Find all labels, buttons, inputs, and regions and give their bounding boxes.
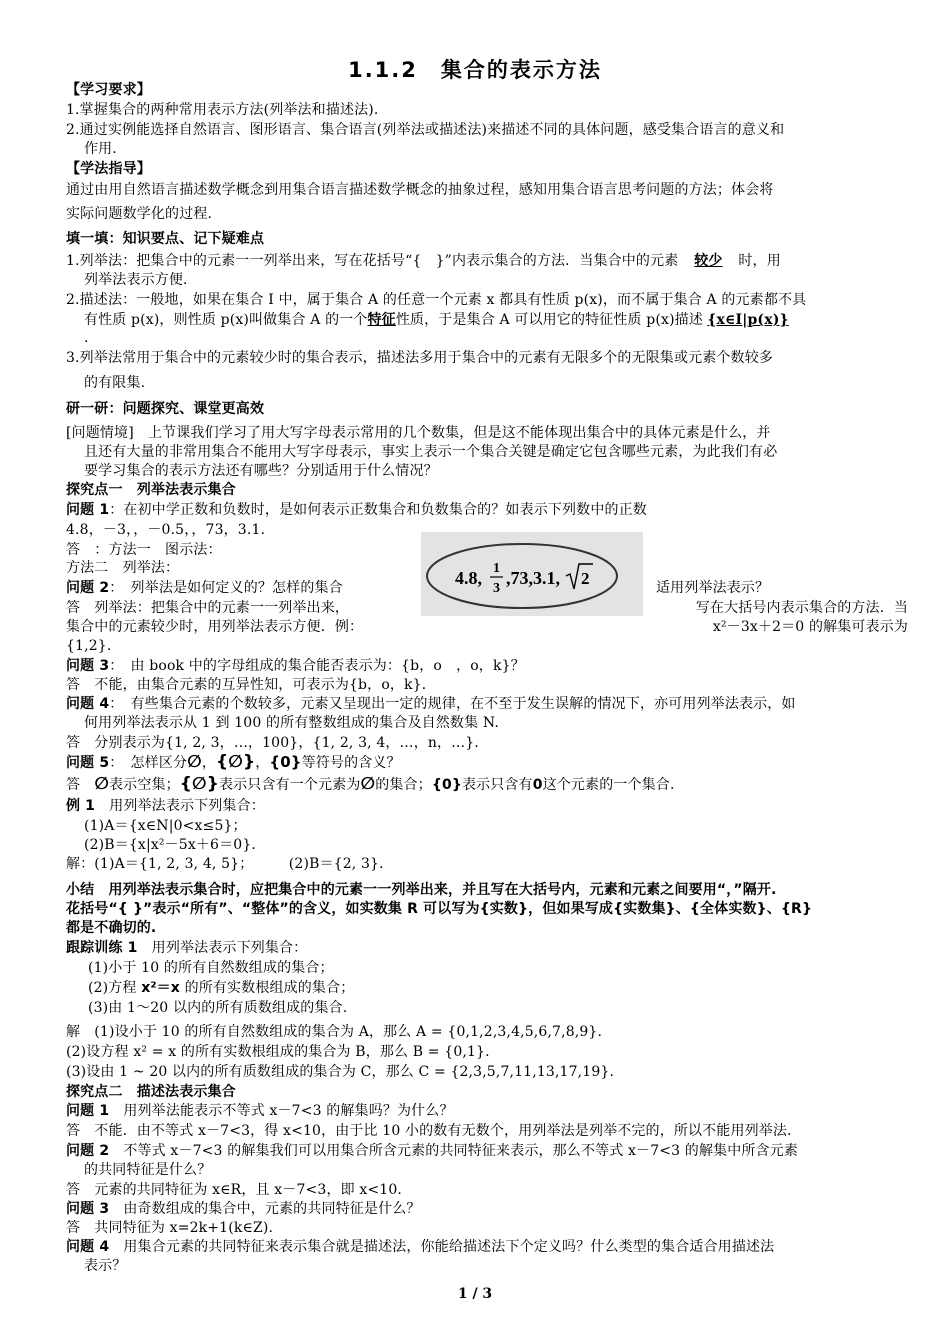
empty-set-symbol: ∅ [187,752,202,772]
training-1-solution: (3)设由 1 ~ 20 以内的所有质数组成的集合为 C，那么 C = {2,3,5,7,11,13,17,19}. [66,1064,615,1080]
example-1-item: (1)A＝{x∈N|0<x≤5}； [84,818,247,834]
number-list: 4.8，－3，，－0.5，，73，3.1. [66,522,266,538]
set-of-zero: {0} [269,753,302,771]
answer-2: 答 列举法：把集合中的元素一一列举出来， [66,600,349,616]
fill-item-1: 1.列举法：把集合中的元素一一列举出来，写在花括号“{ }”内表示集合的方法．当集合中的元素 较少 时，用 [66,253,781,269]
question: 问题 1 用列举法能表示不等式 x－7<3 的解集吗？为什么？ [66,1103,454,1119]
fig-sqrt-n: 2 [581,569,590,588]
set-of-empty-set: {∅} [216,752,256,772]
requirement-item-cont: 作用. [84,141,117,157]
set-of-empty-set: {∅} [179,774,219,794]
requirement-item: 1.掌握集合的两种常用表示方法(列举法和描述法). [66,102,379,118]
question: 问题 3 由奇数组成的集合中，元素的共同特征是什么？ [66,1201,421,1217]
section-heading-requirements: 【学习要求】 [66,82,151,98]
number-set-figure [421,532,643,616]
example-1-solution: 解：(1)A＝{1, 2, 3, 4, 5}； (2)B＝{2, 3}． [66,856,394,872]
fill-item-1-cont: 列举法表示方便． [84,272,198,288]
answer-blank: 较少 [694,253,723,269]
answer-text: 答 不能．由不等式 x－7<3，得 x<10，由于比 10 小的数有无数个，用列举法是列举不完的，所以不能用列举法. [66,1123,792,1139]
problem-situation: [问题情境] 上节课我们学习了用大写字母表示常用的几个数集，但是这不能体现出集合中的具体元素是什么，并 [66,425,771,441]
fig-frac-num: 1 [493,561,500,576]
fill-item-3-cont: 的有限集. [84,375,146,391]
answer-5: 答 ∅表示空集；{∅}表示只含有一个元素为∅的集合；{0}表示只含有0这个元素的一个集合. [66,774,675,794]
question-cont: 的共同特征是什么？ [84,1162,212,1178]
question-1: 问题 1：在初中学正数和负数时，是如何表示正数集合和负数集合的？如表示下列数中的正数 [66,502,647,518]
answer-blank: 特征 [367,312,396,328]
example-1-item: (2)B＝{x|x²－5x＋6＝0}． [84,837,266,853]
set-of-zero: {0} [431,777,462,793]
training-1-solution: (2)设方程 x² = x 的所有实数根组成的集合为 B，那么 B = {0,1}. [66,1044,490,1060]
requirement-item: 2.通过实例能选择自然语言、图形语言、集合语言(列举法或描述法)来描述不同的具体问题，感受集合语言的意义和 [66,122,785,138]
fill-item-2-cont: 有性质 p(x)，则性质 p(x)叫做集合 A 的一个特征性质，于是集合 A 可以用它的特征性质 p(x)描述 {x∈I|p(x)} [84,310,908,330]
explore-point-heading: 探究点一 列举法表示集合 [66,482,236,498]
question-cont: 表示？ [84,1258,127,1274]
question: 问题 4 用集合元素的共同特征来表示集合就是描述法，你能给描述法下个定义吗？什么类型的集合适合用描述法 [66,1239,775,1255]
answer-2-right: 写在大括号内表示集合的方法．当 [695,600,908,616]
training-1-item: (1)小于 10 的所有自然数组成的集合； [88,960,334,976]
empty-set-symbol: ∅ [360,774,376,794]
ellipse-diagram [421,532,643,616]
fig-frac-den: 3 [493,581,500,596]
training-1-solution: 解 (1)设小于 10 的所有自然数组成的集合为 A，那么 A = {0,1,2,3,4,5,6,7,8,9}. [66,1024,603,1040]
section-heading-study: 研一研：问题探究、课堂更高效 [66,401,265,417]
question-2: 问题 2： 列举法是如何定义的？怎样的集合 [66,580,343,596]
problem-situation: 且还有大量的非常用集合不能用大写字母表示，事实上表示一个集合关键是确定它包含哪些元素，为此我们有必 [84,444,778,460]
summary-text: 花括号“{ }”表示“所有”、“整体”的含义，如实数集 R 可以写为{实数}，但如果写成{实数集}、{全体实数}、{R} [66,901,813,917]
fill-item-2-end: . [84,330,89,346]
explore-point-heading: 探究点二 描述法表示集合 [66,1084,236,1100]
fill-item-2: 2.描述法：一般地，如果在集合 I 中，属于集合 A 的任意一个元素 x 都具有性质 p(x)，而不属于集合 A 的元素都不具 [66,292,807,308]
answer-2-right: x²－3x＋2＝0 的解集可表示为 [712,619,908,635]
answer-text: 方法二 列举法： [66,560,180,576]
answer-2-end: {1,2}. [66,638,112,654]
answer-2: 集合中的元素较少时，用列举法表示方便．例： [66,619,364,635]
question-5: 问题 5： 怎样区分∅，{∅}，{0}等符号的含义？ [66,752,401,772]
section-heading-guide: 【学法指导】 [66,161,151,177]
training-1: 跟踪训练 1 用列举法表示下列集合： [66,940,308,956]
question: 问题 2 不等式 x－7<3 的解集我们可以用集合所含元素的共同特征来表示，那么不等式 x－7<3 的解集中所含元素 [66,1143,798,1159]
question-3: 问题 3： 由 book 中的字母组成的集合能否表示为：{b，o ，o，k}？ [66,658,525,674]
page-title: 1.1.2 集合的表示方法 [348,58,602,82]
answer-4: 答 分别表示为{1, 2, 3，…，100}，{1, 2, 3, 4，…，n，…}． [66,735,489,751]
training-1-item: (3)由 1～20 以内的所有质数组成的集合. [88,1000,348,1016]
summary-text: 小结 用列举法表示集合时，应把集合中的元素一一列举出来，并且写在大括号内，元素和元素之间要用“，”隔开. [66,882,777,898]
fig-n2: ,73,3.1, [506,568,560,588]
answer-blank: {x∈I|p(x)} [707,312,789,328]
page-number: 1 / 3 [457,1286,493,1302]
answer-3: 答 不能，由集合元素的互异性知，可表示为{b，o，k}． [66,677,436,693]
question-4-cont: 何用列举法表示从 1 到 100 的所有整数组成的集合及自然数集 N. [84,715,499,731]
guide-text: 实际问题数学化的过程. [66,206,213,222]
question-2-right: 适用列举法表示？ [656,580,770,596]
question-4: 问题 4： 有些集合元素的个数较多，元素又呈现出一定的规律，在不至于发生误解的情况下，亦可用列举法表示，如 [66,696,796,712]
fill-item-3: 3.列举法常用于集合中的元素较少时的集合表示，描述法多用于集合中的元素有无限多个的无限集或元素个数较多 [66,350,774,366]
answer-text: 答 ：方法一 图示法： [66,542,222,558]
fig-n1: 4.8, [455,568,482,588]
summary-text: 都是不确切的. [66,920,157,936]
answer-text: 答 共同特征为 x=2k+1(k∈Z). [66,1220,274,1236]
training-1-item: (2)方程 x²＝x 的所有实数根组成的集合； [88,980,355,996]
guide-text: 通过由用自然语言描述数学概念到用集合语言描述数学概念的抽象过程，感知用集合语言思考问题的方法；体会将 [66,182,774,198]
problem-situation: 要学习集合的表示方法还有哪些？分别适用于什么情况？ [84,463,438,479]
example-1: 例 1 用列举法表示下列集合： [66,798,265,814]
empty-set-symbol: ∅ [94,774,110,794]
answer-text: 答 元素的共同特征为 x∈R，且 x－7<3，即 x<10. [66,1182,402,1198]
section-heading-fill: 填一填：知识要点、记下疑难点 [66,231,265,247]
